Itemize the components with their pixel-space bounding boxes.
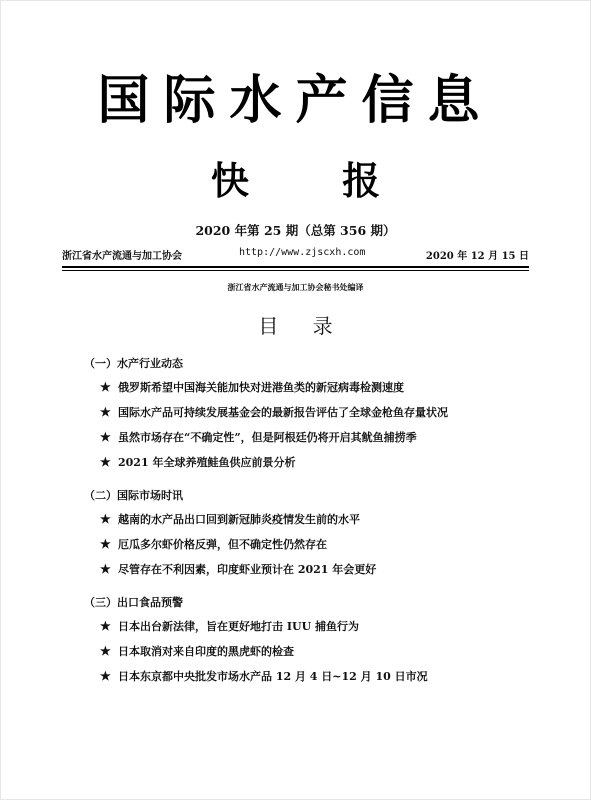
website-link[interactable]: http://www.zjscxh.com xyxy=(239,247,366,258)
toc-item[interactable] xyxy=(100,454,295,470)
publisher-name: 浙江省水产流通与加工协会 xyxy=(62,251,182,262)
toc-item-label: 国际水产品可持续发展基金会的最新报告评估了全球金枪鱼存量状况 xyxy=(118,406,448,419)
toc-item-label: 日本东京都中央批发市场水产品 12 月 4 日~12 月 10 日市况 xyxy=(118,670,428,683)
toc-section-heading: （二）国际市场时讯 xyxy=(84,489,183,502)
header-rule-thick xyxy=(62,266,529,268)
toc-section-heading: （三）出口食品预警 xyxy=(84,596,183,609)
star-bullet-icon: ★ xyxy=(100,380,111,394)
star-bullet-icon: ★ xyxy=(100,455,111,469)
toc-item[interactable] xyxy=(100,618,359,634)
star-bullet-icon: ★ xyxy=(100,537,111,551)
header-rule-thin xyxy=(62,270,529,271)
toc-title: 目 录 xyxy=(258,314,347,338)
star-bullet-icon: ★ xyxy=(100,619,111,633)
issue-number: 2020 年第 25 期（总第 356 期） xyxy=(195,223,396,238)
masthead-title: 国际水产信息 xyxy=(97,70,494,131)
toc-item[interactable] xyxy=(100,379,404,395)
star-bullet-icon: ★ xyxy=(100,430,111,444)
toc-item[interactable] xyxy=(100,429,417,445)
toc-item-label: 日本出台新法律，旨在更好地打击 IUU 捕鱼行为 xyxy=(118,620,359,633)
compiler-credit: 浙江省水产流通与加工协会秘书处编译 xyxy=(227,282,364,292)
toc-item-label: 厄瓜多尔虾价格反弹，但不确定性仍然存在 xyxy=(118,538,327,551)
toc-item-label: 越南的水产品出口回到新冠肺炎疫情发生前的水平 xyxy=(118,513,360,526)
toc-item-label: 虽然市场存在“不确定性”，但是阿根廷仍将开启其鱿鱼捕捞季 xyxy=(118,431,417,444)
toc-item[interactable] xyxy=(100,643,294,659)
star-bullet-icon: ★ xyxy=(100,512,111,526)
publish-date: 2020 年 12 月 15 日 xyxy=(425,251,529,262)
toc-item[interactable] xyxy=(100,668,428,684)
info-bar xyxy=(62,247,529,263)
toc-section-heading: （一）水产行业动态 xyxy=(84,357,183,370)
star-bullet-icon: ★ xyxy=(100,669,111,683)
star-bullet-icon: ★ xyxy=(100,644,111,658)
toc-item-label: 日本取消对来自印度的黑虎虾的检查 xyxy=(118,645,294,658)
star-bullet-icon: ★ xyxy=(100,405,111,419)
toc-item-label: 2021 年全球养殖鲑鱼供应前景分析 xyxy=(118,456,296,469)
star-bullet-icon: ★ xyxy=(100,562,111,576)
bulletin-subtitle: 快 报 xyxy=(210,158,421,203)
toc-item[interactable] xyxy=(100,404,448,420)
toc-item[interactable] xyxy=(100,511,360,527)
toc-item-label: 俄罗斯希望中国海关能加快对进港鱼类的新冠病毒检测速度 xyxy=(118,381,404,394)
toc-item-label: 尽管存在不利因素，印度虾业预计在 2021 年会更好 xyxy=(118,563,377,576)
toc-item[interactable] xyxy=(100,536,327,552)
toc-item[interactable] xyxy=(100,561,376,577)
